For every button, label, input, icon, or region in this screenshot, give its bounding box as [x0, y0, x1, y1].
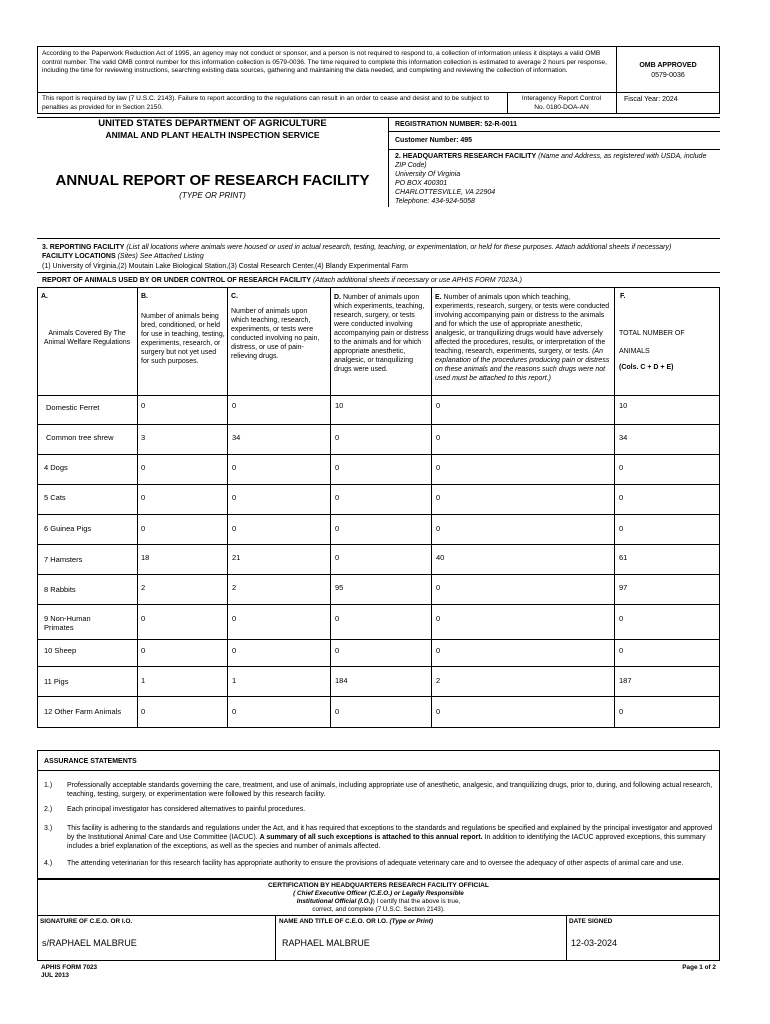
customer-number — [395, 136, 472, 145]
row-col-c: 0 — [232, 401, 237, 410]
row-col-f: 0 — [619, 463, 624, 472]
row-col-f: 10 — [619, 401, 628, 410]
row-col-f: 61 — [619, 553, 628, 562]
col-f-desc1: TOTAL NUMBER OF — [619, 330, 685, 337]
row-col-f: 0 — [619, 524, 624, 533]
row-col-c: 0 — [232, 463, 237, 472]
certification-title: CERTIFICATION BY HEADQUARTERS RESEARCH FACILITY OFFICIAL — [268, 882, 489, 889]
row-col-c: 0 — [232, 524, 237, 533]
assurance-text-3-bold: A summary of all such exceptions is attached to this annual report. — [259, 834, 483, 841]
row-col-b: 2 — [141, 583, 146, 592]
row-animal: 9 Non-Human Primates — [44, 614, 91, 632]
registration-value: 52-R-0011 — [484, 121, 518, 128]
name-value: RAPHAEL MALBRUE — [282, 938, 370, 948]
assurance-text-3a: This facility is adhering to the standards and regulations under the Act, and it has required that exceptions to the standards and regulations be specified and explained by the principal investigator and approved by the Institutional Animal Care and Use Committee (IACUC). — [67, 825, 713, 841]
row-col-f: 34 — [619, 433, 628, 442]
row-animal: 12 Other Farm Animals — [44, 707, 122, 716]
row-animal: 7 Hamsters — [44, 555, 83, 564]
hq-instruction: (Name and Address, as registered with USDA, include ZIP Code) — [395, 153, 707, 169]
assurance-text-3 — [67, 824, 717, 851]
row-animal: Domestic Ferret — [46, 403, 100, 412]
row-col-b: 3 — [141, 433, 146, 442]
col-e-note: (An explanation of the procedures producing pain or distress on these animals and the reasons such drugs were not used must be attached to this report.) — [435, 348, 610, 382]
assurance-num-1: 1.) — [44, 782, 53, 789]
row-col-e: 0 — [436, 463, 441, 472]
row-col-e: 0 — [436, 433, 441, 442]
omb-number: 0579-0036 — [651, 72, 685, 79]
name-note: (Type or Print) — [389, 918, 433, 925]
row-col-d: 0 — [335, 524, 340, 533]
row-col-e: 0 — [436, 524, 441, 533]
row-col-f: 187 — [619, 676, 632, 685]
assurance-text-4: The attending veterinarian for this research facility has appropriate authority to ensure the provisions of adequate veterinary care and to oversee the adequacy of other aspects of animal care and use. — [67, 860, 684, 867]
animals-title: REPORT OF ANIMALS USED BY OR UNDER CONTROL OF RESEARCH FACILITY — [42, 277, 311, 284]
row-col-b: 0 — [141, 463, 146, 472]
hq-telephone: Telephone: 434-924-5058 — [395, 198, 475, 205]
row-col-c: 34 — [232, 433, 241, 442]
row-col-d: 0 — [335, 463, 340, 472]
omb-approved-label: OMB APPROVED — [639, 62, 697, 69]
row-col-f: 0 — [619, 493, 624, 502]
assurance-text-1: Professionally acceptable standards governing the care, treatment, and use of animals, including appropriate use of anesthetic, analgesic, and tranquilizing drugs, prior to, during, and following actual research, teaching, testing, surgery, or experimentation were followed by this research facility. — [67, 782, 713, 798]
row-col-f: 0 — [619, 707, 624, 716]
row-col-b: 0 — [141, 646, 146, 655]
row-col-c: 0 — [232, 493, 237, 502]
col-a-letter: A. — [41, 293, 48, 300]
agency-line1: UNITED STATES DEPARTMENT OF AGRICULTURE — [98, 118, 327, 129]
hq-name: University Of Virginia — [395, 171, 461, 178]
paperwork-notice: According to the Paperwork Reduction Act of 1995, an agency may not conduct or sponsor, and a person is not required to respond to, a collection of information unless it displays a valid OMB control number. The valid OMB control number for this information collection is 0579-0036. The time required to complete this information collection is estimated to average 2 hours per response, including the time for reviewing instructions, searching existing data sources, gathering and maintaining the data needed, and completing and reviewing the collection of information. — [42, 50, 607, 75]
report-title: ANNUAL REPORT OF RESEARCH FACILITY — [55, 172, 370, 189]
row-col-d: 0 — [335, 433, 340, 442]
row-col-f: 0 — [619, 614, 624, 623]
col-a-desc: Animals Covered By The Animal Welfare Regulations — [43, 330, 131, 346]
customer-label: Customer Number: — [395, 137, 459, 144]
hq-label: 2. HEADQUARTERS RESEARCH FACILITY — [395, 153, 537, 160]
row-col-d: 10 — [335, 401, 344, 410]
row-animal: 5 Cats — [44, 493, 66, 502]
animals-title-note: (Attach additional sheets if necessary or use APHIS FORM 7023A.) — [312, 277, 523, 284]
row-col-e: 0 — [436, 614, 441, 623]
animals-table-title — [42, 276, 718, 285]
row-col-d: 184 — [335, 676, 348, 685]
col-d-letter: D. — [334, 294, 341, 301]
facility-locations — [42, 252, 204, 261]
row-col-c: 21 — [232, 553, 241, 562]
row-col-d: 0 — [335, 553, 340, 562]
row-animal: 10 Sheep — [44, 646, 77, 655]
assurance-num-4: 4.) — [44, 860, 53, 867]
row-col-b: 18 — [141, 553, 150, 562]
locations-note: (Sites) See Attached Listing — [117, 253, 204, 260]
registration-label: REGISTRATION NUMBER: — [395, 121, 483, 128]
registration-number — [395, 120, 517, 129]
page-number: Page 1 of 2 — [682, 964, 716, 971]
row-col-c: 0 — [232, 707, 237, 716]
reporting-facility — [42, 243, 722, 252]
row-col-b: 0 — [141, 493, 146, 502]
law-notice: This report is required by law (7 U.S.C. 2143). Failure to report according to the regulations can result in an order to cease and desist and to be subject to penalties as provided for in Section 2150. — [42, 95, 490, 111]
locations-label: FACILITY LOCATIONS — [42, 253, 116, 260]
row-col-e: 0 — [436, 646, 441, 655]
col-d-header — [334, 293, 429, 374]
hq-address1: PO BOX 400301 — [395, 180, 448, 187]
col-f-letter: F. — [620, 293, 626, 300]
col-d-desc: Number of animals upon which experiments, teaching, research, surgery, or tests were conducted involving accompanying pain or distress to the animals and for which appropriate anesthetic, analgesic, or tranquilizing drugs were used. — [334, 294, 429, 373]
row-col-d: 95 — [335, 583, 344, 592]
row-col-e: 0 — [436, 707, 441, 716]
type-or-print: (TYPE OR PRINT) — [179, 191, 246, 200]
name-title-label — [279, 918, 433, 926]
row-animal: 6 Guinea Pigs — [44, 524, 92, 533]
certification-certify: ) I certify that the above is true, — [372, 898, 461, 905]
row-col-d: 0 — [335, 646, 340, 655]
certification-line4: correct, and complete (7 U.S.C. Section 2143). — [312, 906, 445, 913]
assurance-title: ASSURANCE STATEMENTS — [44, 758, 137, 765]
reporting-instruction: (List all locations where animals were housed or used in actual research, testing, teaching, or experimentation, or held for these purposes. Attach additional sheets if necessary) — [126, 244, 672, 251]
certification-line3 — [37, 898, 720, 906]
row-col-c: 0 — [232, 614, 237, 623]
assurance-text-2: Each principal investigator has considered alternatives to painful procedures. — [67, 806, 306, 813]
row-col-b: 0 — [141, 401, 146, 410]
row-col-c: 0 — [232, 646, 237, 655]
assurance-num-2: 2.) — [44, 806, 53, 813]
row-animal: Common tree shrew — [46, 433, 114, 442]
row-col-b: 1 — [141, 676, 146, 685]
locations-list: (1) University of Virginia,(2) Moutain Lake Biological Station,(3) Costal Research Center,(4) Blandy Experimental Farm — [42, 263, 408, 270]
col-e-header — [435, 293, 611, 383]
row-col-d: 0 — [335, 493, 340, 502]
row-col-f: 97 — [619, 583, 628, 592]
row-animal: 11 Pigs — [44, 677, 69, 686]
interagency-line2: No. 0180-DOA-AN — [534, 104, 589, 111]
name-label: NAME AND TITLE OF C.E.O. OR I.O. — [279, 918, 388, 925]
row-col-b: 0 — [141, 707, 146, 716]
signature-value: s/RAPHAEL MALBRUE — [42, 938, 137, 948]
row-col-d: 0 — [335, 707, 340, 716]
row-col-c: 1 — [232, 676, 237, 685]
certification-official: Institutional Official (I.O.) — [296, 898, 373, 905]
fiscal-year: Fiscal Year: 2024 — [624, 96, 678, 103]
hq-facility — [395, 152, 715, 170]
form-number: APHIS FORM 7023 — [41, 964, 98, 971]
date-value: 12-03-2024 — [571, 938, 618, 948]
col-b-letter: B. — [141, 293, 148, 300]
row-col-d: 0 — [335, 614, 340, 623]
customer-value: 495 — [460, 137, 473, 144]
row-col-f: 0 — [619, 646, 624, 655]
interagency-line1: Interagency Report Control — [521, 95, 602, 102]
row-col-b: 0 — [141, 524, 146, 533]
row-animal: 4 Dogs — [44, 463, 68, 472]
col-e-desc: Number of animals upon which teaching, experiments, research, surgery, or tests were conducted involving accompanying pain or distress to the animals and for which the use of appropriate anesthetic, analgesic, or tranquilizing drugs would have adversely affected the procedures, results, or interpretation of the teaching, research, experiments, surgery, or tests. — [435, 294, 610, 355]
reporting-label: 3. REPORTING FACILITY — [42, 244, 125, 251]
assurance-num-3: 3.) — [44, 825, 53, 832]
row-col-e: 0 — [436, 401, 441, 410]
agency-line2: ANIMAL AND PLANT HEALTH INSPECTION SERVICE — [105, 130, 320, 140]
certification-line2: ( Chief Executive Officer (C.E.O.) or Legally Responsible — [293, 890, 464, 897]
assurance-text-3b: In addition to identifying the IACUC approved exceptions, this summary includes a brief explanation of the exceptions, as well as the species and number of animals affected. — [67, 834, 706, 850]
row-col-e: 40 — [436, 553, 445, 562]
col-c-desc: Number of animals upon which teaching, research, experiments, or tests were conducted involving no pain, distress, or use of pain-relieving drugs. — [231, 308, 320, 360]
hq-address2: CHARLOTTESVILLE, VA 22904 — [395, 189, 496, 196]
col-e-letter: E. — [435, 294, 442, 301]
col-c-letter: C. — [231, 293, 238, 300]
row-animal: 8 Rabbits — [44, 585, 76, 594]
row-col-e: 0 — [436, 583, 441, 592]
form-date: JUL 2013 — [41, 972, 69, 979]
row-col-b: 0 — [141, 614, 146, 623]
row-col-e: 2 — [436, 676, 441, 685]
col-f-desc3: (Cols. C + D + E) — [619, 364, 674, 371]
col-b-desc: Number of animals being bred, conditioned, or held for use in teaching, testing, experiments, research, or surgery but not yet used for such purposes. — [141, 313, 225, 365]
row-col-e: 0 — [436, 493, 441, 502]
signature-label: SIGNATURE OF C.E.O. OR I.O. — [40, 918, 133, 925]
col-f-desc2: ANIMALS — [619, 348, 650, 355]
date-label: DATE SIGNED — [569, 918, 613, 925]
row-col-c: 2 — [232, 583, 237, 592]
